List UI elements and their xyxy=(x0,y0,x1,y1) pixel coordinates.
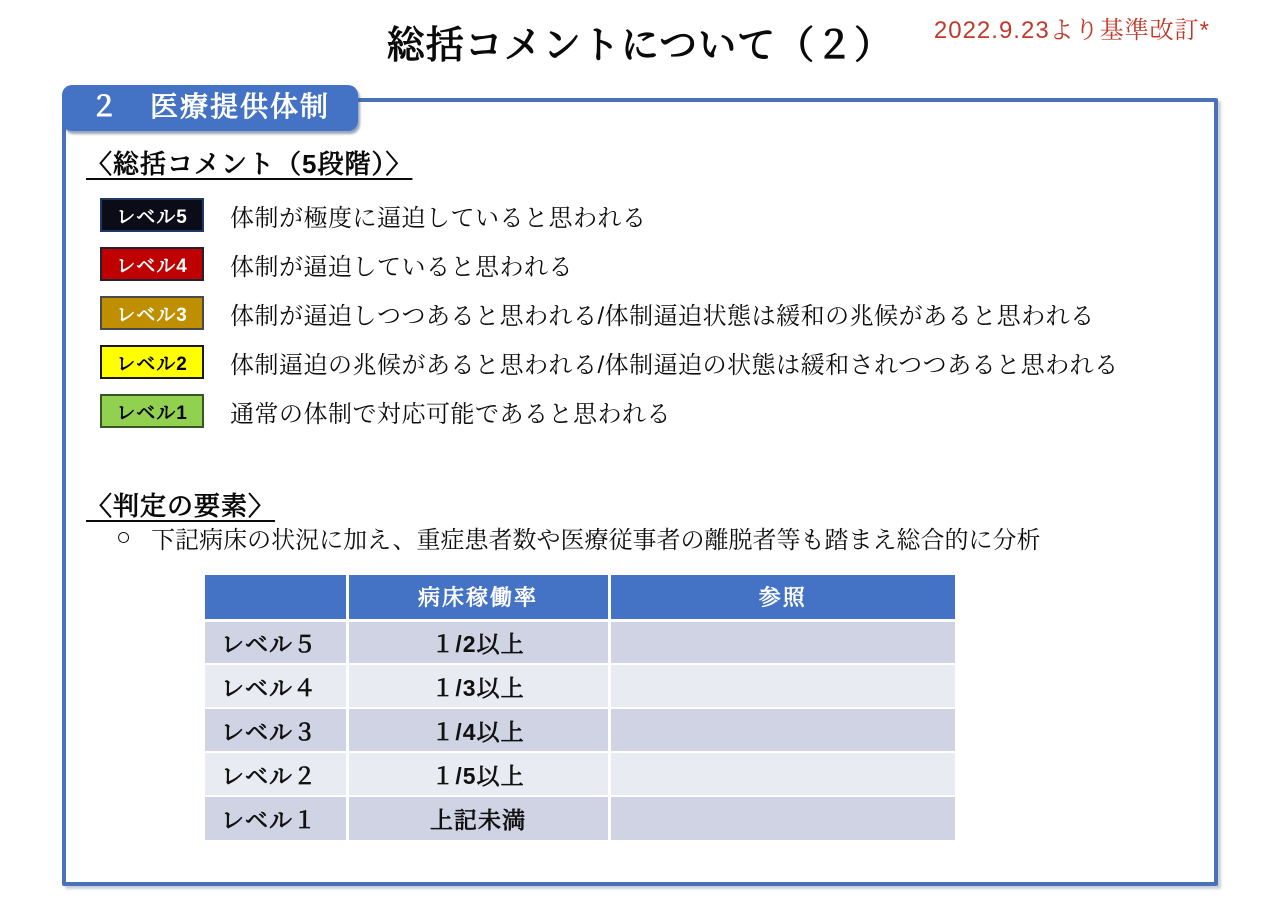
level-1-badge: レベル1 xyxy=(100,394,204,428)
cell-occupancy: １/3以上 xyxy=(347,664,609,708)
table-row-level-4 xyxy=(205,664,955,708)
table-header-row xyxy=(205,575,955,620)
level-2-badge: レベル2 xyxy=(100,345,204,379)
header-cell-level xyxy=(205,575,347,620)
level-4-badge: レベル4 xyxy=(100,247,204,281)
cell-level: レベル５ xyxy=(205,620,347,664)
cell-reference xyxy=(609,708,955,752)
cell-occupancy: 上記未満 xyxy=(347,796,609,840)
bed-occupancy-table xyxy=(205,575,955,840)
level-1-description: 通常の体制で対応可能であると思われる xyxy=(230,400,671,428)
criteria-heading: 〈判定の要素〉 xyxy=(86,491,276,521)
level-3-badge: レベル3 xyxy=(100,296,204,330)
table-row-level-3 xyxy=(205,708,955,752)
level-legend xyxy=(100,198,1119,443)
level-4-description: 体制が逼迫していると思われる xyxy=(230,253,573,281)
table-row-level-2 xyxy=(205,752,955,796)
summary-comment-heading: 〈総括コメント（5段階）〉 xyxy=(86,149,413,179)
cell-level: レベル２ xyxy=(205,752,347,796)
cell-occupancy: １/4以上 xyxy=(347,708,609,752)
criteria-bullet-text: 下記病床の状況に加え、重症患者数や医療従事者の離脱者等も踏まえ総合的に分析 xyxy=(151,527,1041,554)
table-row-level-1 xyxy=(205,796,955,840)
level-5-description: 体制が極度に逼迫していると思われる xyxy=(230,204,647,232)
criteria-bullet xyxy=(116,520,1041,555)
header-cell-occupancy: 病床稼働率 xyxy=(347,575,609,620)
circle-bullet-icon: ○ xyxy=(116,523,132,551)
level-row-4 xyxy=(100,247,1119,281)
cell-reference xyxy=(609,752,955,796)
level-5-badge: レベル5 xyxy=(100,198,204,232)
section-tab-medical-system: ２ 医療提供体制 xyxy=(62,85,358,131)
page-title: 総括コメントについて（２） xyxy=(386,25,894,67)
cell-level: レベル１ xyxy=(205,796,347,840)
cell-occupancy: １/2以上 xyxy=(347,620,609,664)
level-row-3 xyxy=(100,296,1119,330)
cell-occupancy: １/5以上 xyxy=(347,752,609,796)
header-cell-reference: 参照 xyxy=(609,575,955,620)
cell-reference xyxy=(609,796,955,840)
cell-reference xyxy=(609,620,955,664)
cell-level: レベル４ xyxy=(205,664,347,708)
level-row-5 xyxy=(100,198,1119,232)
revision-note: 2022.9.23より基準改訂* xyxy=(933,17,1210,44)
cell-level: レベル３ xyxy=(205,708,347,752)
level-row-2 xyxy=(100,345,1119,379)
level-2-description: 体制逼迫の兆候があると思われる/体制逼迫の状態は緩和されつつあると思われる xyxy=(230,351,1119,379)
cell-reference xyxy=(609,664,955,708)
level-3-description: 体制が逼迫しつつあると思われる/体制逼迫状態は緩和の兆候があると思われる xyxy=(230,302,1095,330)
table-row-level-5 xyxy=(205,620,955,664)
level-row-1 xyxy=(100,394,1119,428)
